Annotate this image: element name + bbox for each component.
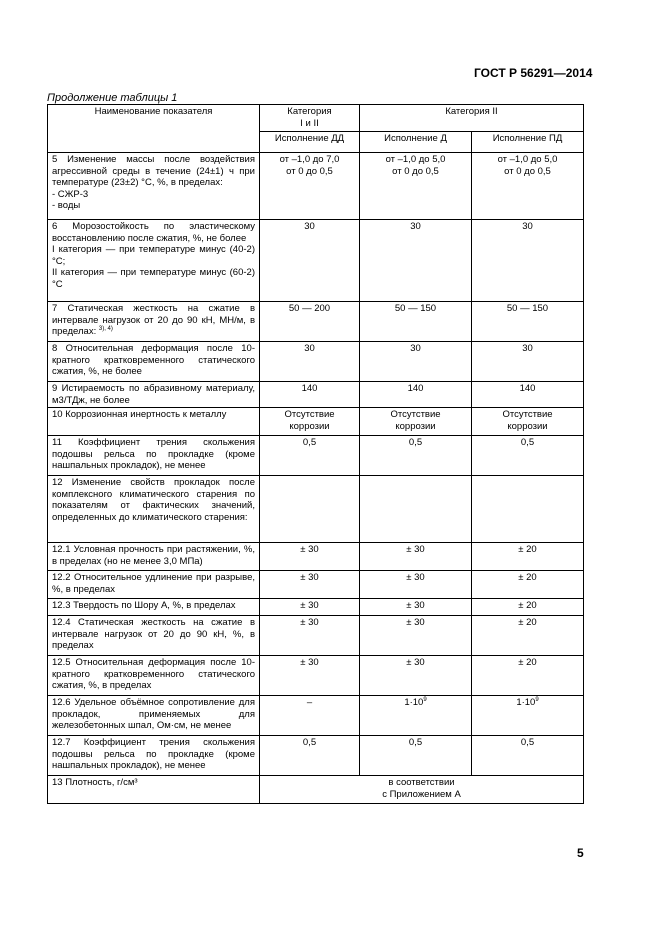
- col-header-category-1: Категория I и II: [260, 105, 360, 132]
- properties-table: [47, 104, 584, 804]
- col-header-dd: Исполнение ДД: [260, 132, 360, 153]
- value-cell-pd: 140: [472, 382, 584, 408]
- row-name-cell: 9 Истираемость по абразивному материалу, м3/ТДж, не более: [48, 382, 260, 408]
- col-header-category-2: Категория II: [360, 105, 584, 132]
- value-cell-dd: ± 30: [260, 543, 360, 571]
- value-cell-dd: [260, 476, 360, 543]
- value-cell-dd: –: [260, 696, 360, 736]
- value-cell-dd: от –1,0 до 7,0 от 0 до 0,5: [260, 153, 360, 220]
- value-cell-pd: Отсутствие коррозии: [472, 408, 584, 436]
- value-cell-dd: ± 30: [260, 599, 360, 616]
- value-cell-pd: 30: [472, 342, 584, 382]
- table-row: [48, 302, 584, 342]
- row-name-cell: 12.6 Удельное объёмное сопротивление для прокладок, применяемых для железобетонных шпал, Ом·см, не менее: [48, 696, 260, 736]
- value-cell-pd: ± 20: [472, 616, 584, 656]
- row-name-cell: 5 Изменение массы после воздействия агрессивной среды в течение (24±1) ч при температуре (23±2) °С, %, в пределах: - СЖР-3 - воды: [48, 153, 260, 220]
- value-cell-d: Отсутствие коррозии: [360, 408, 472, 436]
- value-cell-pd: ± 20: [472, 656, 584, 696]
- col-header-pd: Исполнение ПД: [472, 132, 584, 153]
- row-name-cell: 12.3 Твердость по Шору А, %, в пределах: [48, 599, 260, 616]
- value-cell-d: ± 30: [360, 616, 472, 656]
- value-cell-pd: 30: [472, 220, 584, 302]
- value-cell-dd: 0,5: [260, 736, 360, 776]
- footnote-ref: 3), 4): [98, 325, 113, 332]
- row-name-cell: 7 Статическая жесткость на сжатие в интервале нагрузок от 20 до 90 кН, МН/м, в пределах: $^{3), 4)}$: [48, 302, 260, 342]
- col-header-name: Наименование показателя: [48, 105, 260, 153]
- row-name-cell: 6 Морозостойкость по эластическому восстановлению после сжатия, %, не более I категория — при температуре минус (40-2) °С; II категория — при температуре минус (60-2) °С: [48, 220, 260, 302]
- value-cell-d: 0,5: [360, 736, 472, 776]
- table-row: [48, 616, 584, 656]
- value-cell-dd: 30: [260, 220, 360, 302]
- table-row: [48, 656, 584, 696]
- row-name-cell: 12 Изменение свойств прокладок после комплексного климатического старения по показателям от фактических значений, определенных до климатического старения:: [48, 476, 260, 543]
- value-cell-d: 50 — 150: [360, 302, 472, 342]
- value-cell-pd: ± 20: [472, 571, 584, 599]
- row-name-cell: 12.1 Условная прочность при растяжении, %, в пределах (но не менее 3,0 МПа): [48, 543, 260, 571]
- table-row: [48, 599, 584, 616]
- table-row: [48, 776, 584, 804]
- value-cell-pd: $1\cdot 10^9$: [472, 696, 584, 736]
- value-cell-pd: 0,5: [472, 436, 584, 476]
- value-cell-d: ± 30: [360, 599, 472, 616]
- value-cell-d: ± 30: [360, 571, 472, 599]
- table-body: [48, 153, 584, 804]
- table-row: [48, 153, 584, 220]
- value-cell-d: ± 30: [360, 543, 472, 571]
- value-cell-pd: 0,5: [472, 736, 584, 776]
- table-row: [48, 436, 584, 476]
- document-code: ГОСТ Р 56291—2014: [474, 66, 593, 80]
- value-cell-d: 30: [360, 342, 472, 382]
- value-cell-merged: в соответствии с Приложением А: [260, 776, 584, 804]
- table-row: [48, 736, 584, 776]
- col-header-d: Исполнение Д: [360, 132, 472, 153]
- value-cell-dd: 30: [260, 342, 360, 382]
- value-cell-d: $1\cdot 10^9$: [360, 696, 472, 736]
- value-cell-d: 0,5: [360, 436, 472, 476]
- row-name-cell: 13 Плотность, г/см³: [48, 776, 260, 804]
- row-name-cell: 12.7 Коэффициент трения скольжения подошвы рельса по прокладке (кроме нашпальных прокладок), не менее: [48, 736, 260, 776]
- table-row: [48, 408, 584, 436]
- value-cell-pd: 50 — 150: [472, 302, 584, 342]
- value-cell-d: 30: [360, 220, 472, 302]
- value-cell-dd: ± 30: [260, 656, 360, 696]
- value-cell-d: 140: [360, 382, 472, 408]
- row-name-cell: 8 Относительная деформация после 10-кратного кратковременного статического сжатия, %, не более: [48, 342, 260, 382]
- value-cell-pd: ± 20: [472, 543, 584, 571]
- table-row: [48, 696, 584, 736]
- value-cell-d: ± 30: [360, 656, 472, 696]
- value-cell-dd: 140: [260, 382, 360, 408]
- value-cell-dd: 50 — 200: [260, 302, 360, 342]
- table-row: [48, 382, 584, 408]
- table-header-row: [48, 105, 584, 132]
- value-cell-pd: [472, 476, 584, 543]
- table-caption: Продолжение таблицы 1: [47, 92, 178, 104]
- table-row: [48, 543, 584, 571]
- row-name-cell: 11 Коэффициент трения скольжения подошвы рельса по прокладке (кроме нашпальных прокладок), не менее: [48, 436, 260, 476]
- value-cell-dd: ± 30: [260, 616, 360, 656]
- table-row: [48, 220, 584, 302]
- row-name-cell: 10 Коррозионная инертность к металлу: [48, 408, 260, 436]
- value-cell-dd: Отсутствие коррозии: [260, 408, 360, 436]
- row-name-cell: 12.2 Относительное удлинение при разрыве, %, в пределах: [48, 571, 260, 599]
- value-cell-pd: ± 20: [472, 599, 584, 616]
- table-row: [48, 571, 584, 599]
- value-cell-d: [360, 476, 472, 543]
- row-name-cell: 12.4 Статическая жесткость на сжатие в интервале нагрузок от 20 до 90 кН, %, в пределах: [48, 616, 260, 656]
- page-number: 5: [577, 846, 584, 860]
- value-cell-d: от –1,0 до 5,0 от 0 до 0,5: [360, 153, 472, 220]
- value-cell-pd: от –1,0 до 5,0 от 0 до 0,5: [472, 153, 584, 220]
- table-row: [48, 342, 584, 382]
- row-name-cell: 12.5 Относительная деформация после 10-кратного кратковременного статического сжатия, %, в пределах: [48, 656, 260, 696]
- table-row: [48, 476, 584, 543]
- value-cell-dd: ± 30: [260, 571, 360, 599]
- value-cell-dd: 0,5: [260, 436, 360, 476]
